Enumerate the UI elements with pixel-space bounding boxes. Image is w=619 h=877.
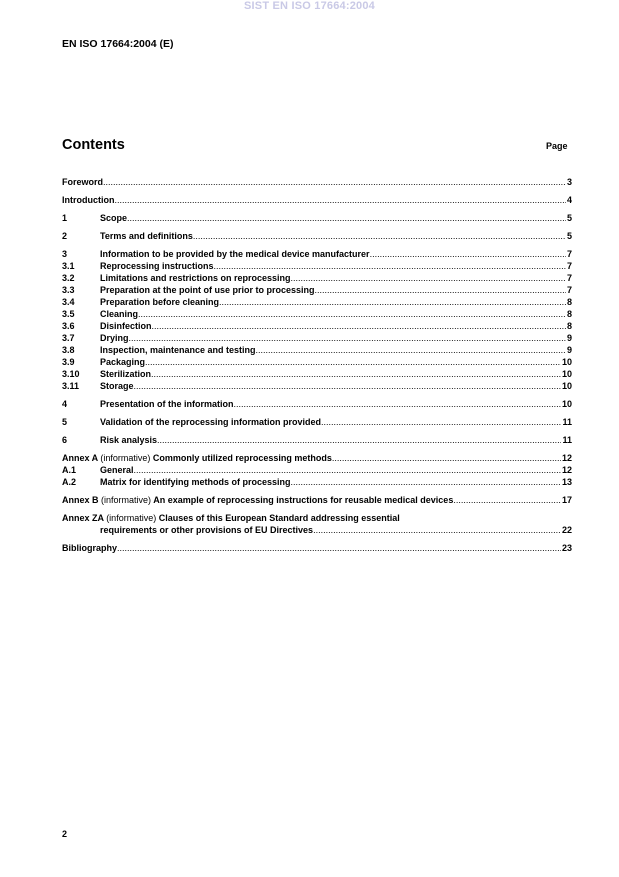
toc-entry-page: 10 <box>561 399 572 409</box>
toc-entry-number: 3.4 <box>62 297 75 307</box>
leader-dots <box>313 524 561 536</box>
toc-entry[interactable] <box>62 176 572 188</box>
toc-entry-annex-za-cont[interactable] <box>62 524 572 536</box>
annex-za-title-line2: requirements or other provisions of EU Directives <box>100 525 314 535</box>
toc-entry-title: Presentation of the information <box>100 399 234 409</box>
toc-entry-page: 9 <box>566 333 572 343</box>
toc-entry-title: Cleaning <box>100 309 139 319</box>
leader-dots <box>234 398 561 410</box>
annex-b-page: 17 <box>561 495 572 505</box>
annex-a-info: (informative) <box>100 453 151 463</box>
toc-entry[interactable] <box>62 272 572 284</box>
contents-title: Contents <box>62 137 125 153</box>
toc-entry[interactable] <box>62 434 572 446</box>
bibliography-title: Bibliography <box>62 543 118 553</box>
toc-entry-page: 8 <box>566 321 572 331</box>
leader-dots <box>151 368 561 380</box>
a2-title: Matrix for identifying methods of processing <box>100 477 291 487</box>
toc-entry[interactable] <box>62 398 572 410</box>
leader-dots <box>453 494 561 506</box>
toc-entry-title: Packaging <box>100 357 146 367</box>
toc-entry[interactable] <box>62 296 572 308</box>
a1-page: 12 <box>561 465 572 475</box>
toc-entry-page: 5 <box>566 231 572 241</box>
leader-dots <box>219 296 566 308</box>
toc-entry-number: 2 <box>62 231 68 241</box>
a1-number: A.1 <box>62 465 77 475</box>
leader-dots <box>291 476 561 488</box>
annex-za-title-line1: Clauses of this European Standard addressing essential <box>158 513 400 523</box>
a2-number: A.2 <box>62 477 77 487</box>
leader-dots <box>193 230 566 242</box>
toc-entry-annex-b[interactable] <box>62 494 572 506</box>
toc-entry-page: 8 <box>566 309 572 319</box>
toc-entry[interactable] <box>62 230 572 242</box>
leader-dots <box>103 176 566 188</box>
toc-entry-title: Validation of the reprocessing information provided <box>100 417 322 427</box>
toc-entry-title: Disinfection <box>100 321 152 331</box>
watermark: SIST EN ISO 17664:2004 <box>244 0 375 12</box>
toc-entry-number: 3.1 <box>62 261 75 271</box>
toc-entry-number: 6 <box>62 435 68 445</box>
toc-entry-page: 8 <box>566 297 572 307</box>
leader-dots <box>138 308 566 320</box>
leader-dots <box>315 284 566 296</box>
leader-dots <box>157 434 561 446</box>
toc-entry-title: Terms and definitions <box>100 231 193 241</box>
toc-entry[interactable] <box>62 380 572 392</box>
toc-entry-number: 1 <box>62 213 68 223</box>
annex-a-page: 12 <box>561 453 572 463</box>
toc-entry-title: Preparation before cleaning <box>100 297 220 307</box>
toc-entry-page: 10 <box>561 369 572 379</box>
leader-dots <box>117 542 561 554</box>
toc-entry[interactable] <box>62 308 572 320</box>
annex-za-prefix: Annex ZA <box>62 513 104 523</box>
annex-a-prefix: Annex A <box>62 453 98 463</box>
toc-entry-number: 3.8 <box>62 345 75 355</box>
toc-entry-title: Scope <box>100 213 128 223</box>
toc-entry-page: 7 <box>566 285 572 295</box>
toc-entry-title: Limitations and restrictions on reprocessing <box>100 273 291 283</box>
annex-b-title: An example of reprocessing instructions for reusable medical devices <box>153 495 454 505</box>
toc-entry-title: Inspection, maintenance and testing <box>100 345 256 355</box>
toc-entry-number: 5 <box>62 417 68 427</box>
toc-entry[interactable] <box>62 260 572 272</box>
leader-dots <box>332 452 561 464</box>
toc-entry-page: 9 <box>566 345 572 355</box>
leader-dots <box>256 344 566 356</box>
toc-entry-number: 3.2 <box>62 273 75 283</box>
toc-entry-title: Drying <box>100 333 129 343</box>
toc-entry-title: Sterilization <box>100 369 152 379</box>
toc-entry[interactable] <box>62 284 572 296</box>
toc-entry-page: 11 <box>562 417 572 427</box>
leader-dots <box>214 260 566 272</box>
toc-entry-number: 3.9 <box>62 357 75 367</box>
toc-entry[interactable] <box>62 356 572 368</box>
toc-entry-number: 3 <box>62 249 68 259</box>
leader-dots <box>134 464 561 476</box>
toc-entry-title: Risk analysis <box>100 435 158 445</box>
toc-entry-title: Reprocessing instructions <box>100 261 214 271</box>
toc-entry-title: Storage <box>100 381 134 391</box>
toc-entry-title: Information to be provided by the medical device manufacturer <box>100 249 370 259</box>
toc-entry[interactable] <box>62 332 572 344</box>
toc-entry[interactable] <box>62 212 572 224</box>
toc-entry[interactable] <box>62 416 572 428</box>
a2-page: 13 <box>561 477 572 487</box>
toc-entry-annex-a[interactable] <box>62 452 572 464</box>
toc-entry[interactable] <box>62 320 572 332</box>
toc-entry-number: 3.10 <box>62 369 80 379</box>
bibliography-page: 23 <box>561 543 572 553</box>
toc-entry-page: 7 <box>566 273 572 283</box>
toc-entry-a2[interactable] <box>62 476 572 488</box>
toc-entry-page: 10 <box>561 357 572 367</box>
toc-entry-number: 3.6 <box>62 321 75 331</box>
toc-entry[interactable] <box>62 248 572 260</box>
leader-dots <box>134 380 561 392</box>
leader-dots <box>321 416 561 428</box>
toc-entry-bibliography[interactable] <box>62 542 572 554</box>
toc-entry-number: 4 <box>62 399 68 409</box>
toc-entry-page: 3 <box>566 177 572 187</box>
toc-entry-title: Introduction <box>62 195 115 205</box>
toc-entry-title: Preparation at the point of use prior to processing <box>100 285 315 295</box>
page-number: 2 <box>62 829 68 839</box>
page-column-label: Page <box>546 141 568 151</box>
annex-b-prefix: Annex B <box>62 495 99 505</box>
toc-entry-page: 10 <box>561 381 572 391</box>
toc-entry-page: 5 <box>566 213 572 223</box>
leader-dots <box>370 248 566 260</box>
leader-dots <box>291 272 566 284</box>
leader-dots <box>129 332 566 344</box>
table-of-contents <box>62 176 572 554</box>
leader-dots <box>115 194 566 206</box>
toc-entry-number: 3.5 <box>62 309 75 319</box>
toc-entry-page: 7 <box>566 261 572 271</box>
toc-entry-number: 3.7 <box>62 333 75 343</box>
annex-a-title: Commonly utilized reprocessing methods <box>152 453 332 463</box>
leader-dots <box>145 356 561 368</box>
annex-za-page: 22 <box>561 525 572 535</box>
toc-main-entries <box>62 176 572 446</box>
toc-entry-a1[interactable] <box>62 464 572 476</box>
annex-b-info: (informative) <box>101 495 152 505</box>
toc-entry-page: 4 <box>566 195 572 205</box>
toc-entry-annex-za[interactable] <box>62 512 572 524</box>
toc-entry-page: 7 <box>566 249 572 259</box>
toc-entry-title: Foreword <box>62 177 104 187</box>
toc-entry[interactable] <box>62 368 572 380</box>
toc-entry-number: 3.3 <box>62 285 75 295</box>
leader-dots <box>127 212 566 224</box>
toc-entry[interactable] <box>62 344 572 356</box>
toc-entry-page: 11 <box>562 435 572 445</box>
a1-title: General <box>100 465 134 475</box>
annex-za-info: (informative) <box>106 513 157 523</box>
toc-entry-number: 3.11 <box>62 381 80 391</box>
document-id: EN ISO 17664:2004 (E) <box>62 38 174 50</box>
toc-entry[interactable] <box>62 194 572 206</box>
leader-dots <box>152 320 566 332</box>
